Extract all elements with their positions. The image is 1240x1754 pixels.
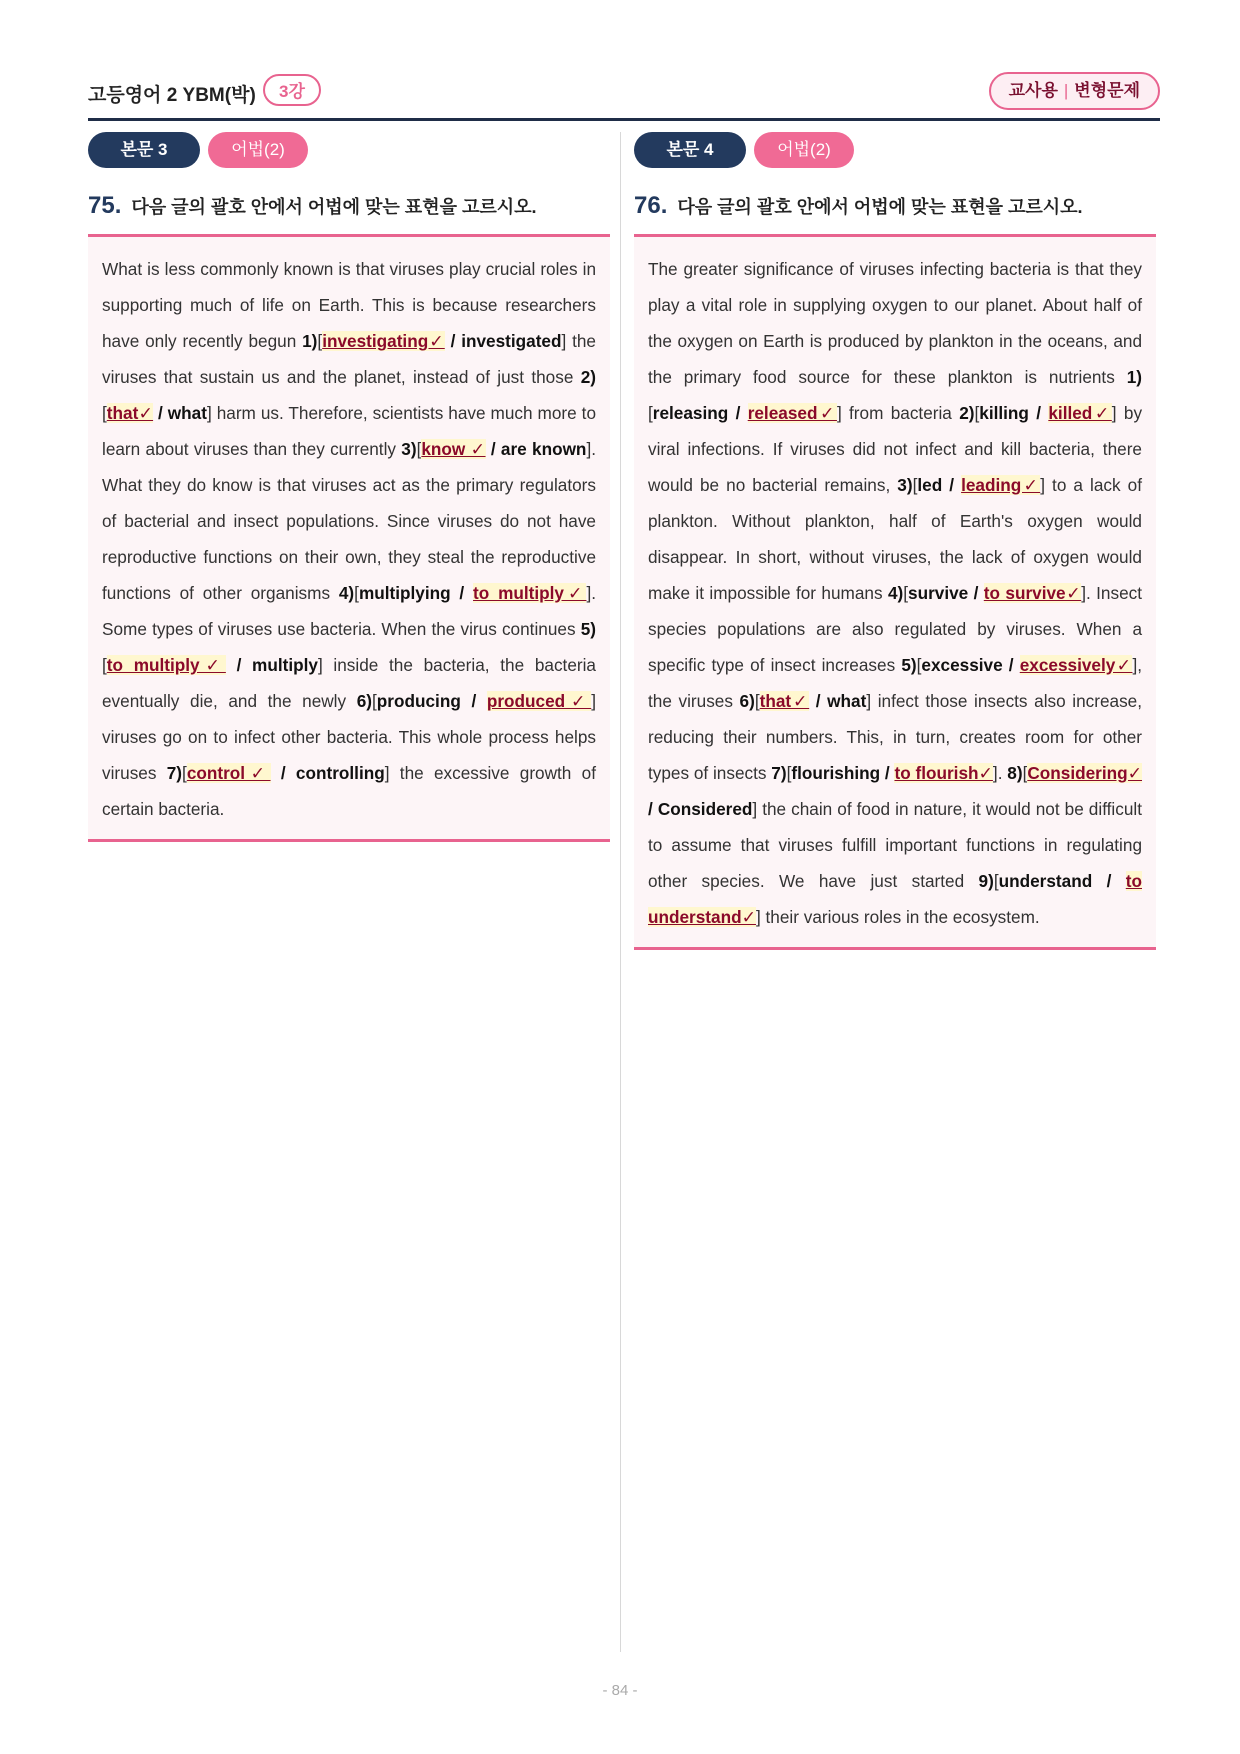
column-divider	[620, 132, 621, 1652]
text-tag: 본문 4	[634, 132, 746, 168]
bracket-open: [	[754, 691, 760, 711]
choice: understand	[998, 871, 1093, 891]
item-number: 8)	[1007, 763, 1023, 783]
choice-slash: /	[460, 691, 487, 711]
item-number: 2)	[959, 403, 975, 423]
choice-slash: /	[225, 655, 253, 675]
choice: Considered	[657, 799, 753, 819]
edition-badge	[989, 72, 1160, 110]
item-number: 7)	[166, 763, 183, 783]
passage-text: ]. Some types of viruses use bacteria. When the virus continues	[102, 583, 597, 639]
passage-text: What is less commonly known is that viruses play crucial roles in supporting much of life on Earth. This is because researchers have only recently begun	[102, 259, 596, 351]
answer-choice: leading✓	[961, 475, 1041, 495]
bracket-open: [	[1022, 763, 1028, 783]
passage-text: ] the chain of food in nature, it would not be difficult to assume that viruses fulfill important functions in regulating other species. We have just started	[648, 799, 1142, 891]
bracket-open: [	[993, 871, 999, 891]
choice-slash: /	[1028, 403, 1049, 423]
choice-slash: /	[153, 403, 168, 423]
bracket-open: [	[182, 763, 187, 783]
choice-slash: /	[450, 583, 474, 603]
bracket-open: [	[786, 763, 792, 783]
passage-text: ]. What they do know is that viruses act as the primary regulators of bacterial and insect populations. Since viruses do not have reproductive functions on their own, they steal the reproductive functions of other organisms	[102, 439, 596, 603]
item-number: 7)	[771, 763, 787, 783]
section-tags	[634, 132, 1156, 168]
edition-label: 교사용	[1008, 81, 1058, 100]
passage-text: ] the excessive growth of certain bacteria.	[102, 763, 596, 819]
answer-choice: to understand✓	[648, 871, 1142, 927]
passage-text: ] viruses go on to infect other bacteria. This whole process helps viruses	[102, 691, 597, 783]
answer-choice: excessively✓	[1019, 655, 1133, 675]
choice-slash: /	[444, 331, 462, 351]
item-number: 4)	[338, 583, 355, 603]
item-number: 6)	[739, 691, 755, 711]
item-number: 1)	[302, 331, 318, 351]
passage-text: The greater significance of viruses infecting bacteria is that they play a vital role in supplying oxygen to our planet. About half of the oxygen on Earth is produced by plankton in the oceans, and the primary food source for these plankton is nutrients	[648, 259, 1142, 387]
passage-box	[88, 234, 610, 842]
passage-text: ] harm us. Therefore, scientists have much more to learn about viruses than they currently	[102, 403, 597, 459]
passage-text: ] from bacteria	[836, 403, 960, 423]
passage-text: ]. Insect species populations are also regulated by viruses. When a specific type of insect increases	[648, 583, 1142, 675]
item-number: 3)	[401, 439, 417, 459]
answer-choice: produced✓	[486, 691, 592, 711]
answer-choice: to multiply✓	[473, 583, 587, 603]
bracket-open: [	[903, 583, 909, 603]
bracket-open: [	[317, 331, 323, 351]
answer-choice: investigating✓	[322, 331, 445, 351]
choice: flourishing	[791, 763, 881, 783]
answer-choice: control✓	[186, 763, 271, 783]
answer-choice: know ✓	[421, 439, 486, 459]
question-text: 다음 글의 괄호 안에서 어법에 맞는 표현을 고르시오.	[677, 197, 1083, 217]
item-number: 9)	[978, 871, 994, 891]
choice: excessive	[921, 655, 1003, 675]
bracket-open: [	[916, 655, 922, 675]
answer-choice: that✓	[106, 403, 154, 423]
answer-choice: killed✓	[1048, 403, 1112, 423]
item-number: 5)	[901, 655, 917, 675]
item-number: 4)	[887, 583, 904, 603]
choice-slash: /	[270, 763, 296, 783]
choice-slash: /	[942, 475, 962, 495]
choice: investigated	[461, 331, 562, 351]
type-tag: 어법(2)	[208, 132, 308, 168]
question-heading	[634, 192, 1156, 224]
header-rule	[88, 118, 1160, 121]
choice: controlling	[295, 763, 385, 783]
question-number: 76.	[634, 192, 668, 219]
answer-choice: that✓	[759, 691, 810, 711]
page-header	[88, 72, 1160, 116]
bracket-open: [	[648, 403, 653, 423]
passage-text: ] to a lack of plankton. Without plankton, half of Earth's oxygen would disappear. In short, without viruses, the lack of oxygen would make it impossible for humans	[648, 475, 1142, 603]
item-number: 2)	[580, 367, 596, 387]
choice-slash: /	[1002, 655, 1020, 675]
choice: releasing	[652, 403, 729, 423]
bracket-open: [	[354, 583, 359, 603]
choice-slash: /	[648, 799, 658, 819]
bracket-open: [	[102, 655, 107, 675]
question-heading	[88, 192, 610, 224]
passage-text: ] infect those insects also increase, reducing their numbers. This, in turn, creates room for other types of insects	[648, 691, 1143, 783]
bracket-open: [	[974, 403, 980, 423]
item-number: 6)	[356, 691, 373, 711]
choice: killing	[979, 403, 1029, 423]
item-number: 5)	[580, 619, 596, 639]
passage-text: ] inside the bacteria, the bacteria eventually die, and the newly	[102, 655, 596, 711]
bracket-open: [	[912, 475, 918, 495]
choice-slash: /	[880, 763, 895, 783]
choice: multiplying	[358, 583, 451, 603]
bracket-open: [	[372, 691, 377, 711]
choice-slash: /	[809, 691, 828, 711]
choice: what	[167, 403, 207, 423]
passage-text: ], the viruses	[648, 655, 1143, 711]
bracket-open: [	[102, 403, 107, 423]
choice-slash: /	[728, 403, 748, 423]
answer-choice: released✓	[747, 403, 837, 423]
answer-choice: to multiply✓	[106, 655, 226, 675]
text-tag: 본문 3	[88, 132, 200, 168]
choice: survive	[908, 583, 969, 603]
book-title: 고등영어 2 YBM(박)	[88, 85, 256, 106]
passage-text: ] by viral infections. If viruses did not infect and kill bacteria, there would be no bacterial remains,	[648, 403, 1143, 495]
type-tag: 어법(2)	[754, 132, 854, 168]
bracket-open: [	[416, 439, 422, 459]
passage-box	[634, 234, 1156, 950]
item-number: 1)	[1126, 367, 1142, 387]
choice: are known	[500, 439, 587, 459]
passage-text: ] their various roles in the ecosystem.	[755, 907, 1040, 927]
answer-choice: Considering✓	[1027, 763, 1143, 783]
choice-slash: /	[968, 583, 984, 603]
answer-choice: to survive✓	[983, 583, 1082, 603]
question-number: 75.	[88, 192, 122, 219]
answer-choice: to flourish✓	[894, 763, 993, 783]
choice-slash: /	[485, 439, 501, 459]
choice: what	[827, 691, 867, 711]
item-number: 3)	[897, 475, 913, 495]
passage-text: ] the viruses that sustain us and the planet, instead of just those	[102, 331, 596, 387]
question-text: 다음 글의 괄호 안에서 어법에 맞는 표현을 고르시오.	[131, 197, 537, 217]
right-column	[634, 132, 1156, 950]
choice: multiply	[252, 655, 318, 675]
lesson-badge: 3강	[263, 74, 321, 106]
passage-text: ].	[992, 763, 1008, 783]
choice: led	[917, 475, 943, 495]
choice: producing	[376, 691, 461, 711]
edition-type: 변형문제	[1074, 81, 1140, 100]
left-column	[88, 132, 610, 842]
page-number: - 84 -	[602, 1682, 638, 1699]
edition-separator: |	[1063, 81, 1069, 100]
section-tags	[88, 132, 610, 168]
choice-slash: /	[1092, 871, 1126, 891]
